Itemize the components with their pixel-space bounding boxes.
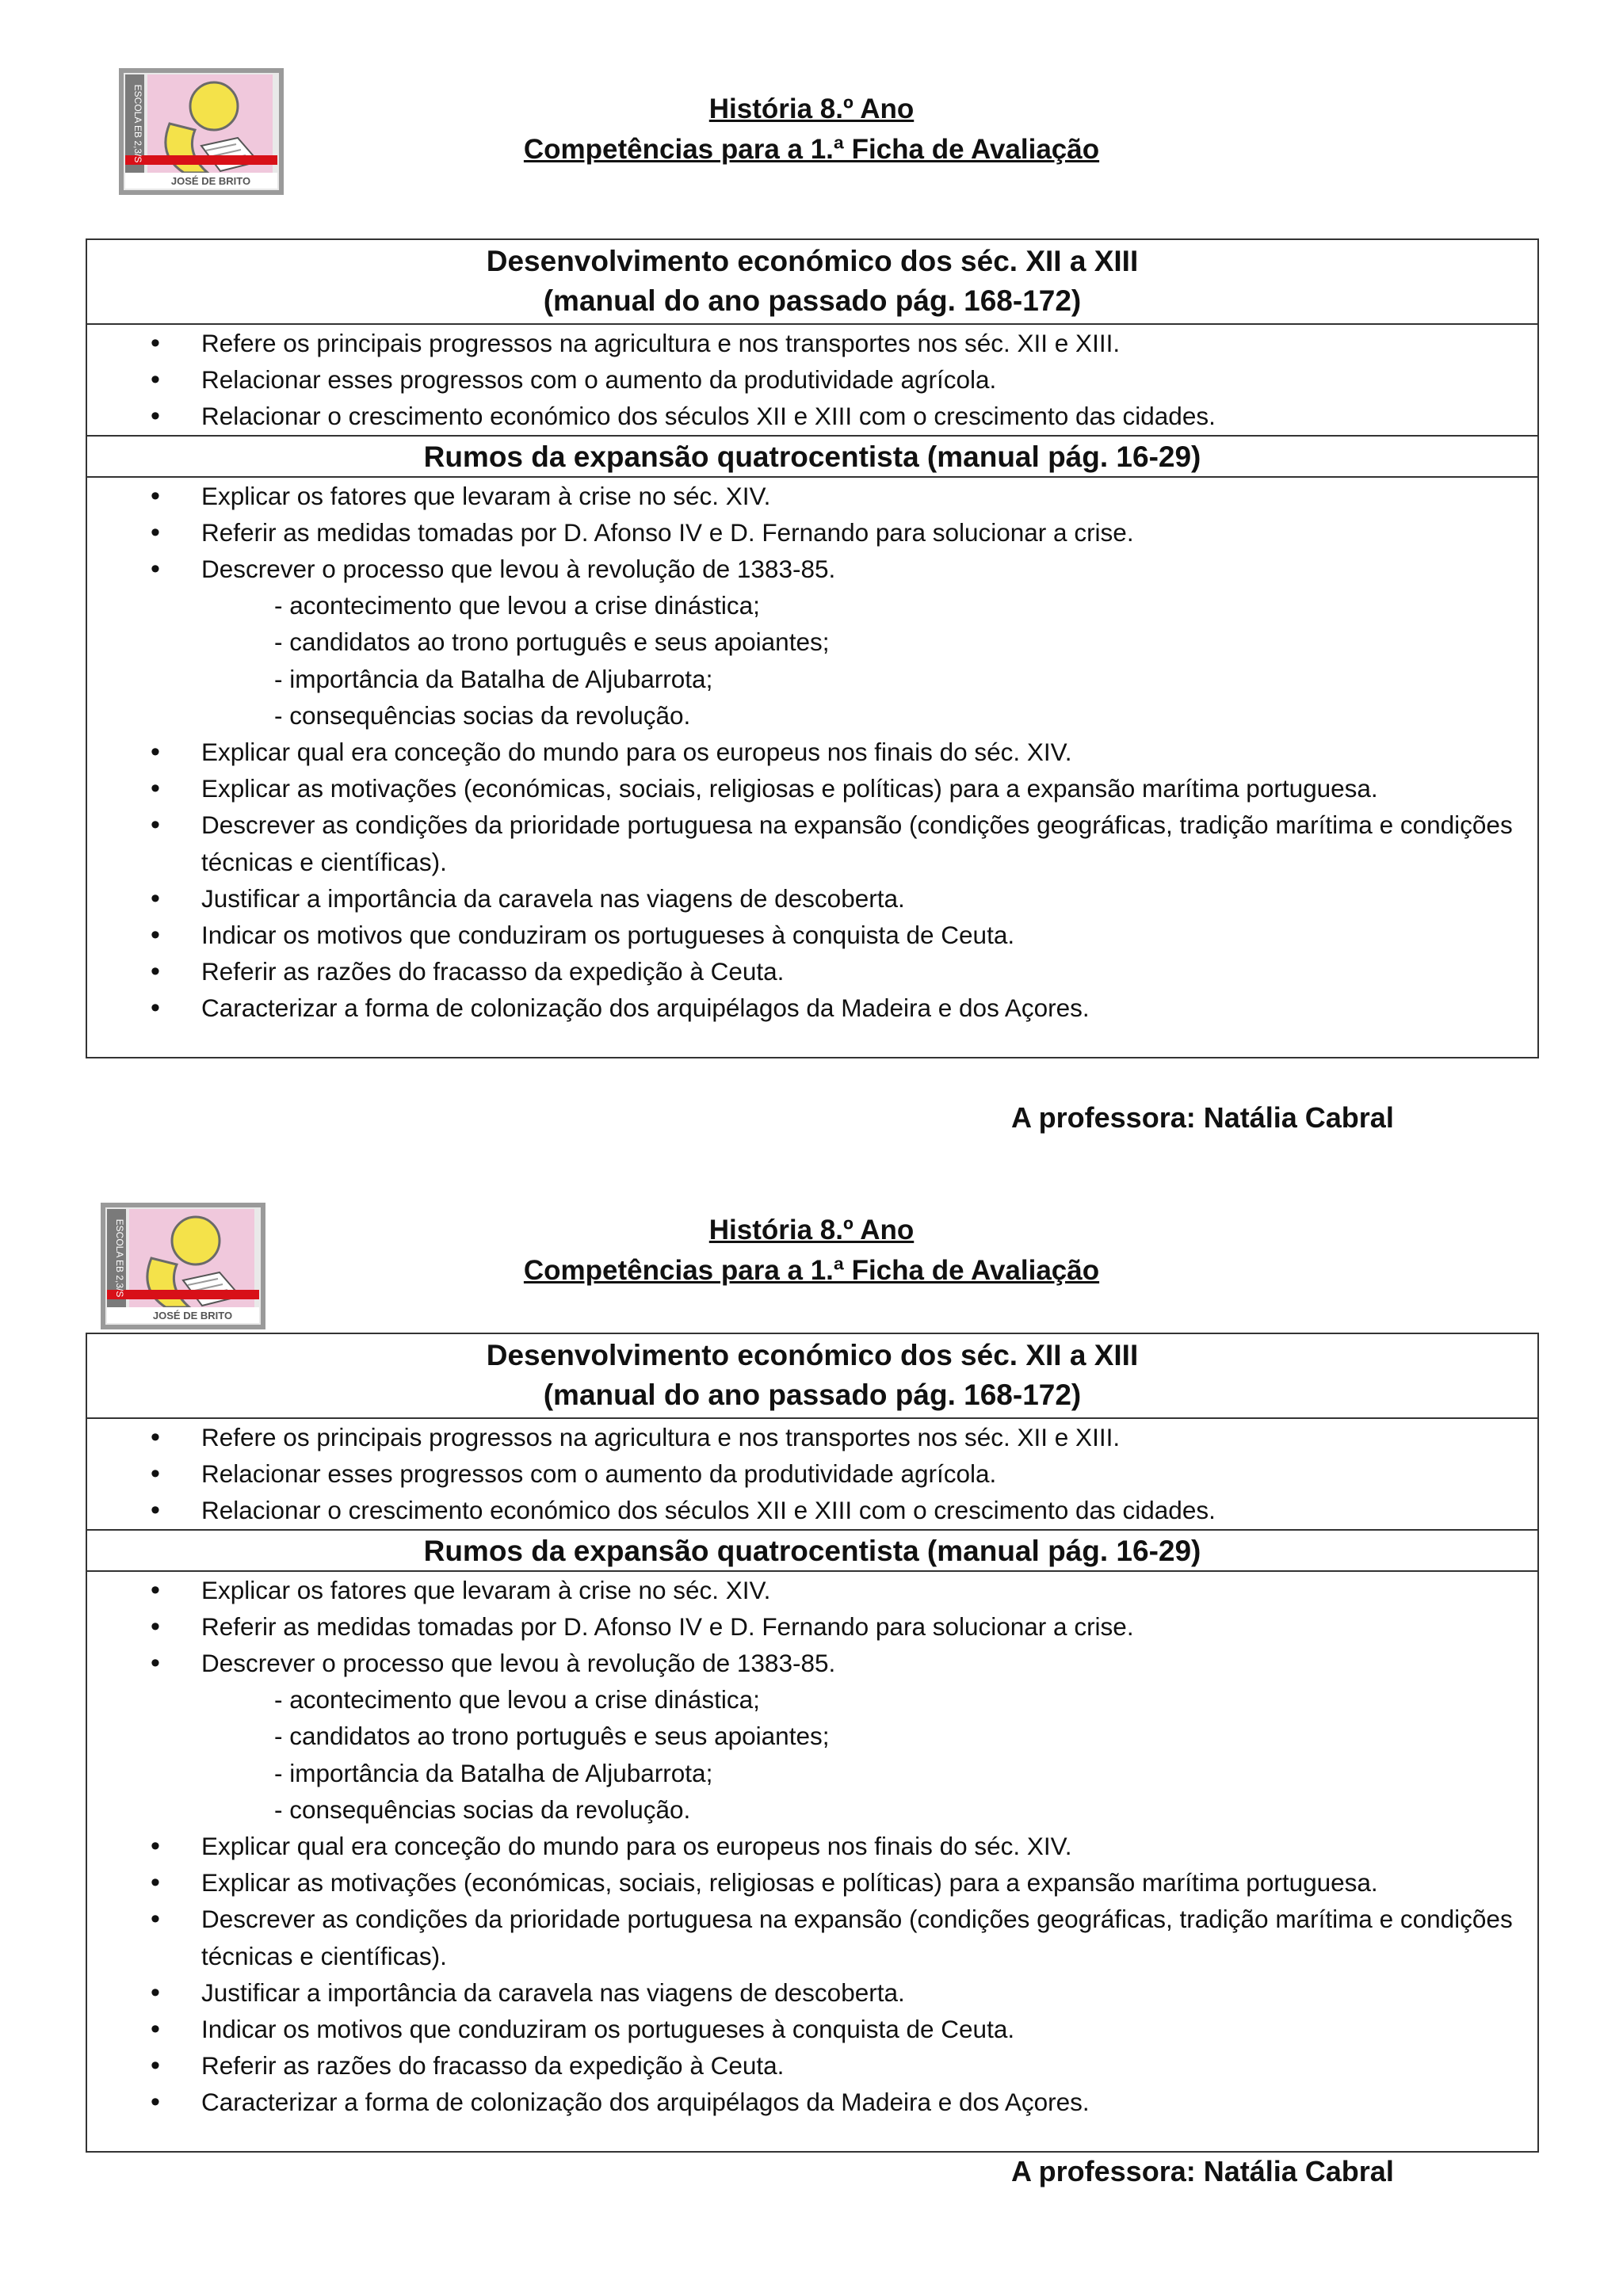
- section1-heading: [87, 1334, 1537, 1419]
- sub-item: - consequências socias da revolução.: [274, 1794, 691, 1824]
- list-item: • Referir as razões do fracasso da expedição à Ceuta.: [87, 953, 1537, 990]
- list-item: • Explicar qual era conceção do mundo para os europeus nos finais do séc. XIV.: [87, 734, 1537, 770]
- sub-item: - candidatos ao trono português e seus apoiantes;: [274, 627, 830, 657]
- list-item: • Indicar os motivos que conduziram os portugueses à conquista de Ceuta.: [87, 917, 1537, 953]
- list-item: • Descrever as condições da prioridade portuguesa na expansão (condições geográficas, tradição marítima e condições técnicas e científicas).: [87, 1901, 1537, 1974]
- competencies-box-2: [86, 1333, 1539, 2153]
- list-item: • Relacionar esses progressos com o aumento da produtividade agrícola.: [87, 361, 1537, 398]
- section1-list: [87, 1419, 1537, 1529]
- list-item: • Explicar os fatores que levaram à crise no séc. XIV.: [87, 478, 1537, 514]
- list-item: • Justificar a importância da caravela nas viagens de descoberta.: [87, 1974, 1537, 2011]
- title: História 8.º Ano: [708, 93, 915, 124]
- section1-heading-line1: Desenvolvimento económico dos séc. XII a XIII: [486, 1339, 1139, 1371]
- teacher-signature-2: A professora: Natália Cabral: [1011, 2155, 1394, 2187]
- competencies-box-1: [86, 238, 1539, 1058]
- section2-list: [87, 478, 1537, 1057]
- list-item: • Referir as razões do fracasso da expedição à Ceuta.: [87, 2047, 1537, 2084]
- section1-heading-line1: Desenvolvimento económico dos séc. XII a XIII: [486, 245, 1139, 277]
- list-item: • Caracterizar a forma de colonização dos arquipélagos da Madeira e dos Açores.: [87, 990, 1537, 1026]
- sub-item: - candidatos ao trono português e seus apoiantes;: [274, 1722, 830, 1751]
- page-title-2: [0, 1210, 1623, 1291]
- list-item: • Relacionar o crescimento económico dos séculos XII e XIII com o crescimento das cidades.: [87, 398, 1537, 434]
- subtitle: Competências para a 1.ª Ficha de Avaliação: [523, 134, 1100, 165]
- section2-list: [87, 1572, 1537, 2151]
- subtitle: Competências para a 1.ª Ficha de Avaliação: [523, 1255, 1100, 1286]
- title: História 8.º Ano: [708, 1215, 915, 1245]
- sub-item: - importância da Batalha de Aljubarrota;: [274, 1758, 713, 1787]
- page-title-1: [0, 89, 1623, 170]
- sub-item: - acontecimento que levou a crise dinástica;: [274, 1685, 760, 1714]
- sub-item: - acontecimento que levou a crise dinástica;: [274, 591, 760, 620]
- list-item: • Descrever o processo que levou à revolução de 1383-85.: [87, 1645, 1537, 1681]
- logo-school-text: ESCOLA EB 2,3/S: [114, 1219, 125, 1298]
- list-item: • Referir as medidas tomadas por D. Afonso IV e D. Fernando para solucionar a crise.: [87, 1608, 1537, 1645]
- list-item: • Referir as medidas tomadas por D. Afonso IV e D. Fernando para solucionar a crise.: [87, 514, 1537, 551]
- section2-heading: Rumos da expansão quatrocentista (manual pág. 16-29): [87, 435, 1537, 478]
- list-item: • Explicar qual era conceção do mundo para os europeus nos finais do séc. XIV.: [87, 1828, 1537, 1864]
- sub-item: - importância da Batalha de Aljubarrota;: [274, 664, 713, 693]
- logo-school-text: ESCOLA EB 2,3/S: [132, 84, 143, 163]
- logo-name-text: JOSÉ DE BRITO: [170, 175, 251, 187]
- section1-heading-line2: (manual do ano passado pág. 168-172): [543, 1379, 1082, 1411]
- list-item: • Relacionar esses progressos com o aumento da produtividade agrícola.: [87, 1455, 1537, 1492]
- section1-heading-line2: (manual do ano passado pág. 168-172): [543, 284, 1082, 317]
- section1-list: [87, 325, 1537, 435]
- list-item: • Explicar as motivações (económicas, sociais, religiosas e políticas) para a expansão marítima portuguesa.: [87, 770, 1537, 807]
- list-item: • Descrever o processo que levou à revolução de 1383-85.: [87, 551, 1537, 587]
- list-item: • Caracterizar a forma de colonização dos arquipélagos da Madeira e dos Açores.: [87, 2084, 1537, 2120]
- section2-heading: Rumos da expansão quatrocentista (manual pág. 16-29): [87, 1529, 1537, 1572]
- logo-name-text: JOSÉ DE BRITO: [152, 1310, 233, 1322]
- list-item: • Refere os principais progressos na agricultura e nos transportes nos séc. XII e XIII.: [87, 1419, 1537, 1455]
- list-item: • Indicar os motivos que conduziram os portugueses à conquista de Ceuta.: [87, 2011, 1537, 2047]
- sub-item: - consequências socias da revolução.: [274, 700, 691, 730]
- section1-heading: [87, 240, 1537, 325]
- list-item: • Explicar as motivações (económicas, sociais, religiosas e políticas) para a expansão marítima portuguesa.: [87, 1864, 1537, 1901]
- teacher-signature-1: A professora: Natália Cabral: [1011, 1101, 1394, 1134]
- list-item: • Explicar os fatores que levaram à crise no séc. XIV.: [87, 1572, 1537, 1608]
- list-item: • Descrever as condições da prioridade portuguesa na expansão (condições geográficas, tradição marítima e condições técnicas e científicas).: [87, 807, 1537, 879]
- list-item: • Justificar a importância da caravela nas viagens de descoberta.: [87, 880, 1537, 917]
- list-item: • Relacionar o crescimento económico dos séculos XII e XIII com o crescimento das cidades.: [87, 1492, 1537, 1528]
- list-item: • Refere os principais progressos na agricultura e nos transportes nos séc. XII e XIII.: [87, 325, 1537, 361]
